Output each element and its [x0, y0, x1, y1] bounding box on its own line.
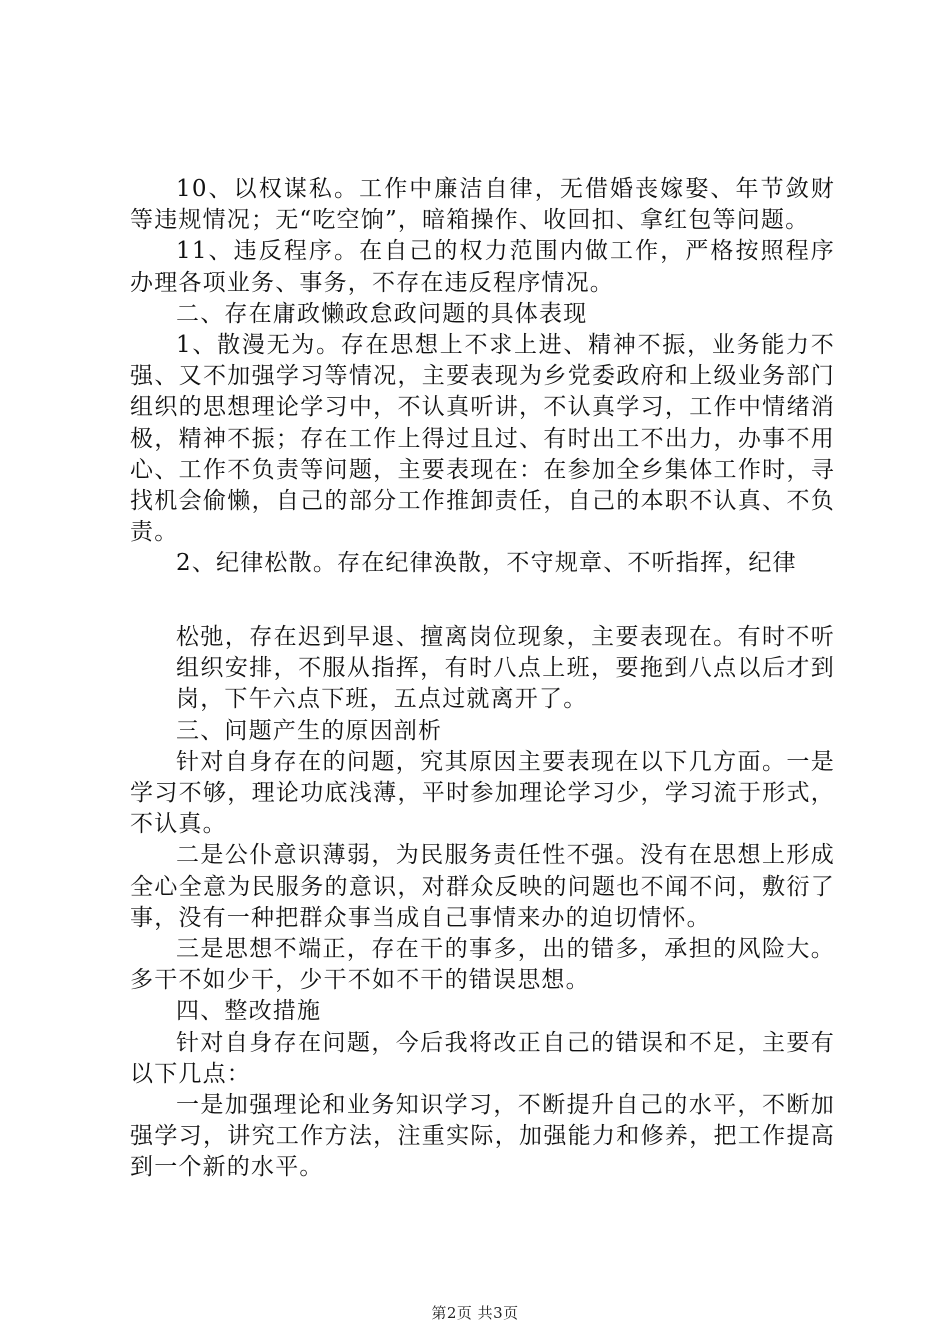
text-block-lower [130, 622, 835, 1184]
paragraph-item-1: 1、散漫无为。存在思想上不求上进、精神不振，业务能力不强、又不加强学习等情况，主要表现为乡党委政府和上级业务部门组织的思想理论学习中，不认真听讲，不认真学习，工作中情绪消极，精神不振；存在工作上得过且过、有时出工不出力，办事不用心、工作不负责等问题，主要表现在：在参加全乡集体工作时，寻找机会偷懒，自己的部分工作推卸责任，自己的本职不认真、不负责。 [130, 332, 835, 546]
paragraph-item-11: 11、违反程序。在自己的权力范围内做工作，严格按照程序办理各项业务、事务，不存在违反程序情况。 [130, 238, 835, 296]
paragraph-item-2-continuation: 松弛，存在迟到早退、擅离岗位现象，主要表现在。有时不听组织安排，不服从指挥，有时八点上班，要拖到八点以后才到岗，下午六点下班，五点过就离开了。 [176, 624, 835, 713]
paragraph-cause-2: 二是公仆意识薄弱，为民服务责任性不强。没有在思想上形成全心全意为民服务的意识，对群众反映的问题也不闻不问，敷衍了事，没有一种把群众事当成自己事情来办的迫切情怀。 [130, 842, 835, 931]
paragraph-item-10: 10、以权谋私。工作中廉洁自律，无借婚丧嫁娶、年节敛财等违规情况；无“吃空饷”，暗箱操作、收回扣、拿红包等问题。 [130, 176, 835, 234]
page-footer: 第2页 共3页 [431, 1304, 519, 1322]
paragraph-measures-intro: 针对自身存在问题，今后我将改正自己的错误和不足，主要有以下几点： [130, 1029, 835, 1087]
paragraph-measure-1: 一是加强理论和业务知识学习，不断提升自己的水平，不断加强学习，讲究工作方法，注重实际，加强能力和修养，把工作提高到一个新的水平。 [130, 1092, 835, 1181]
section-heading-3: 三、问题产生的原因剖析 [176, 717, 443, 744]
section-heading-2: 二、存在庸政懒政怠政问题的具体表现 [176, 300, 588, 327]
paragraph-cause-1: 针对自身存在的问题，究其原因主要表现在以下几方面。一是学习不够，理论功底浅薄，平时参加理论学习少，学习流于形式，不认真。 [130, 748, 835, 838]
text-block-upper [130, 174, 835, 580]
section-heading-4: 四、整改措施 [176, 998, 322, 1025]
paragraph-item-2-start: 2、纪律松散。存在纪律涣散，不守规章、不听指挥，纪律 [176, 550, 797, 577]
paragraph-cause-3: 三是思想不端正，存在干的事多，出的错多，承担的风险大。多干不如少干，少干不如不干的错误思想。 [130, 936, 835, 994]
